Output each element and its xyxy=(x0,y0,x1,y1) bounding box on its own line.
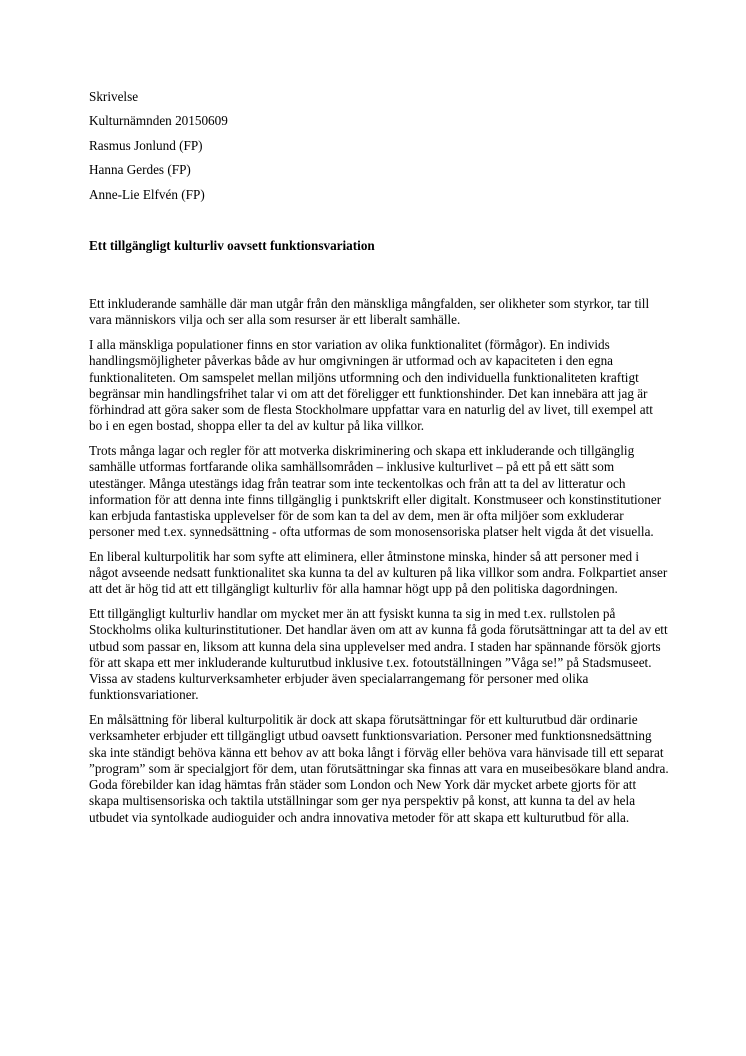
document-header xyxy=(89,89,669,203)
paragraph-2: I alla mänskliga populationer finns en stor variation av olika funktionalitet (förmågor). En individs handlingsmöjligheter påverkas både av hur omgivningen är utformad och av kapaciteten i den egna funktionaliteten. Om samspelet mellan miljöns utformning och den individuella funktionaliteten kraftigt begränsar min handlingsfrihet talar vi om att det föreligger ett funktionshinder. Det kan innebära att jag är förhindrad att göra saker som de flesta Stockholmare uppfattar vara en naturlig del av livet, till exempel att bo i en egen bostad, shoppa eller ta del av kultur på lika villkor. xyxy=(89,336,653,434)
author-1: Rasmus Jonlund (FP) xyxy=(89,137,203,153)
document-title: Ett tillgängligt kulturliv oavsett funktionsvariation xyxy=(89,237,375,253)
document-page xyxy=(89,89,669,834)
paragraph-6: En målsättning för liberal kulturpolitik är dock att skapa förutsättningar för ett kulturutbud där ordinarie verksamheter erbjuder ett tillgängligt utbud oavsett funktionsvariation. Personer med funktionsnedsättning ska inte ständigt behöva känna ett behov av att boka långt i förväg eller behöva vara hänvisade till ett separat ”program” som är specialgjort för dem, utan förutsättningar ska finnas att vara en museibesökare bland andra. Goda förebilder kan idag hämtas från städer som London och New York där mycket arbete gjorts för att skapa multisensoriska och taktila utställningar som ger nya perspektiv på konst, att kunna ta del av hela utbudet via syntolkade audioguider och andra innovativa metoder för att skapa ett kulturutbud för alla. xyxy=(89,711,669,825)
paragraph-4: En liberal kulturpolitik har som syfte att eliminera, eller åtminstone minska, hinder så att personer med i något avseende nedsatt funktionalitet ska kunna ta del av kulturen på lika villkor som andra. Folkpartiet anser att det är hög tid att ett tillgängligt kulturliv för alla hamnar högt upp på den politiska dagordningen. xyxy=(89,548,668,597)
paragraph-1: Ett inkluderande samhälle där man utgår från den mänskliga mångfalden, ser olikheter som styrkor, tar till vara människors vilja och ser alla som resurser är ett liberalt samhälle. xyxy=(89,296,650,328)
paragraph-3: Trots många lagar och regler för att motverka diskriminering och skapa ett inkluderande och tillgänglig samhälle utformas fortfarande olika samhällsområden – inklusive kulturlivet – på ett på ett sätt som utestänger. Många utestängs idag från teatrar som inte teckentolkas och från att ta del av litteratur och information för att denna inte finns tillgänglig i punktskrift eller digitalt. Konstmuseer och konstinstitutioner kan erbjuda fantastiska upplevelser för de som kan ta del av dem, men är ofta miljöer som exkluderar personer med t.ex. synnedsättning - ofta utformas de som monosensoriska platser helt vigda åt det visuella. xyxy=(89,442,662,540)
document-type: Skrivelse xyxy=(89,89,139,104)
document-body xyxy=(89,296,669,826)
paragraph-5: Ett tillgängligt kulturliv handlar om mycket mer än att fysiskt kunna ta sig in med t.ex. rullstolen på Stockholms olika kulturinstitutioner. Det handlar även om att av kunna få goda förutsättningar att ta del av ett utbud som passar en, liksom att kunna dela sina upplevelser med andra. I staden har spännande försök gjorts för att skapa ett mer inkluderande kulturutbud inklusive t.ex. fotoutställningen ”Våga se!” på Stadsmuseet. Vissa av stadens kulturverksamheter erbjuder även specialarrangemang för personer med olika funktionsvariationer. xyxy=(89,605,668,703)
author-2: Hanna Gerdes (FP) xyxy=(89,162,191,178)
committee-date: Kulturnämnden 20150609 xyxy=(89,113,228,129)
author-3: Anne-Lie Elfvén (FP) xyxy=(89,186,205,202)
